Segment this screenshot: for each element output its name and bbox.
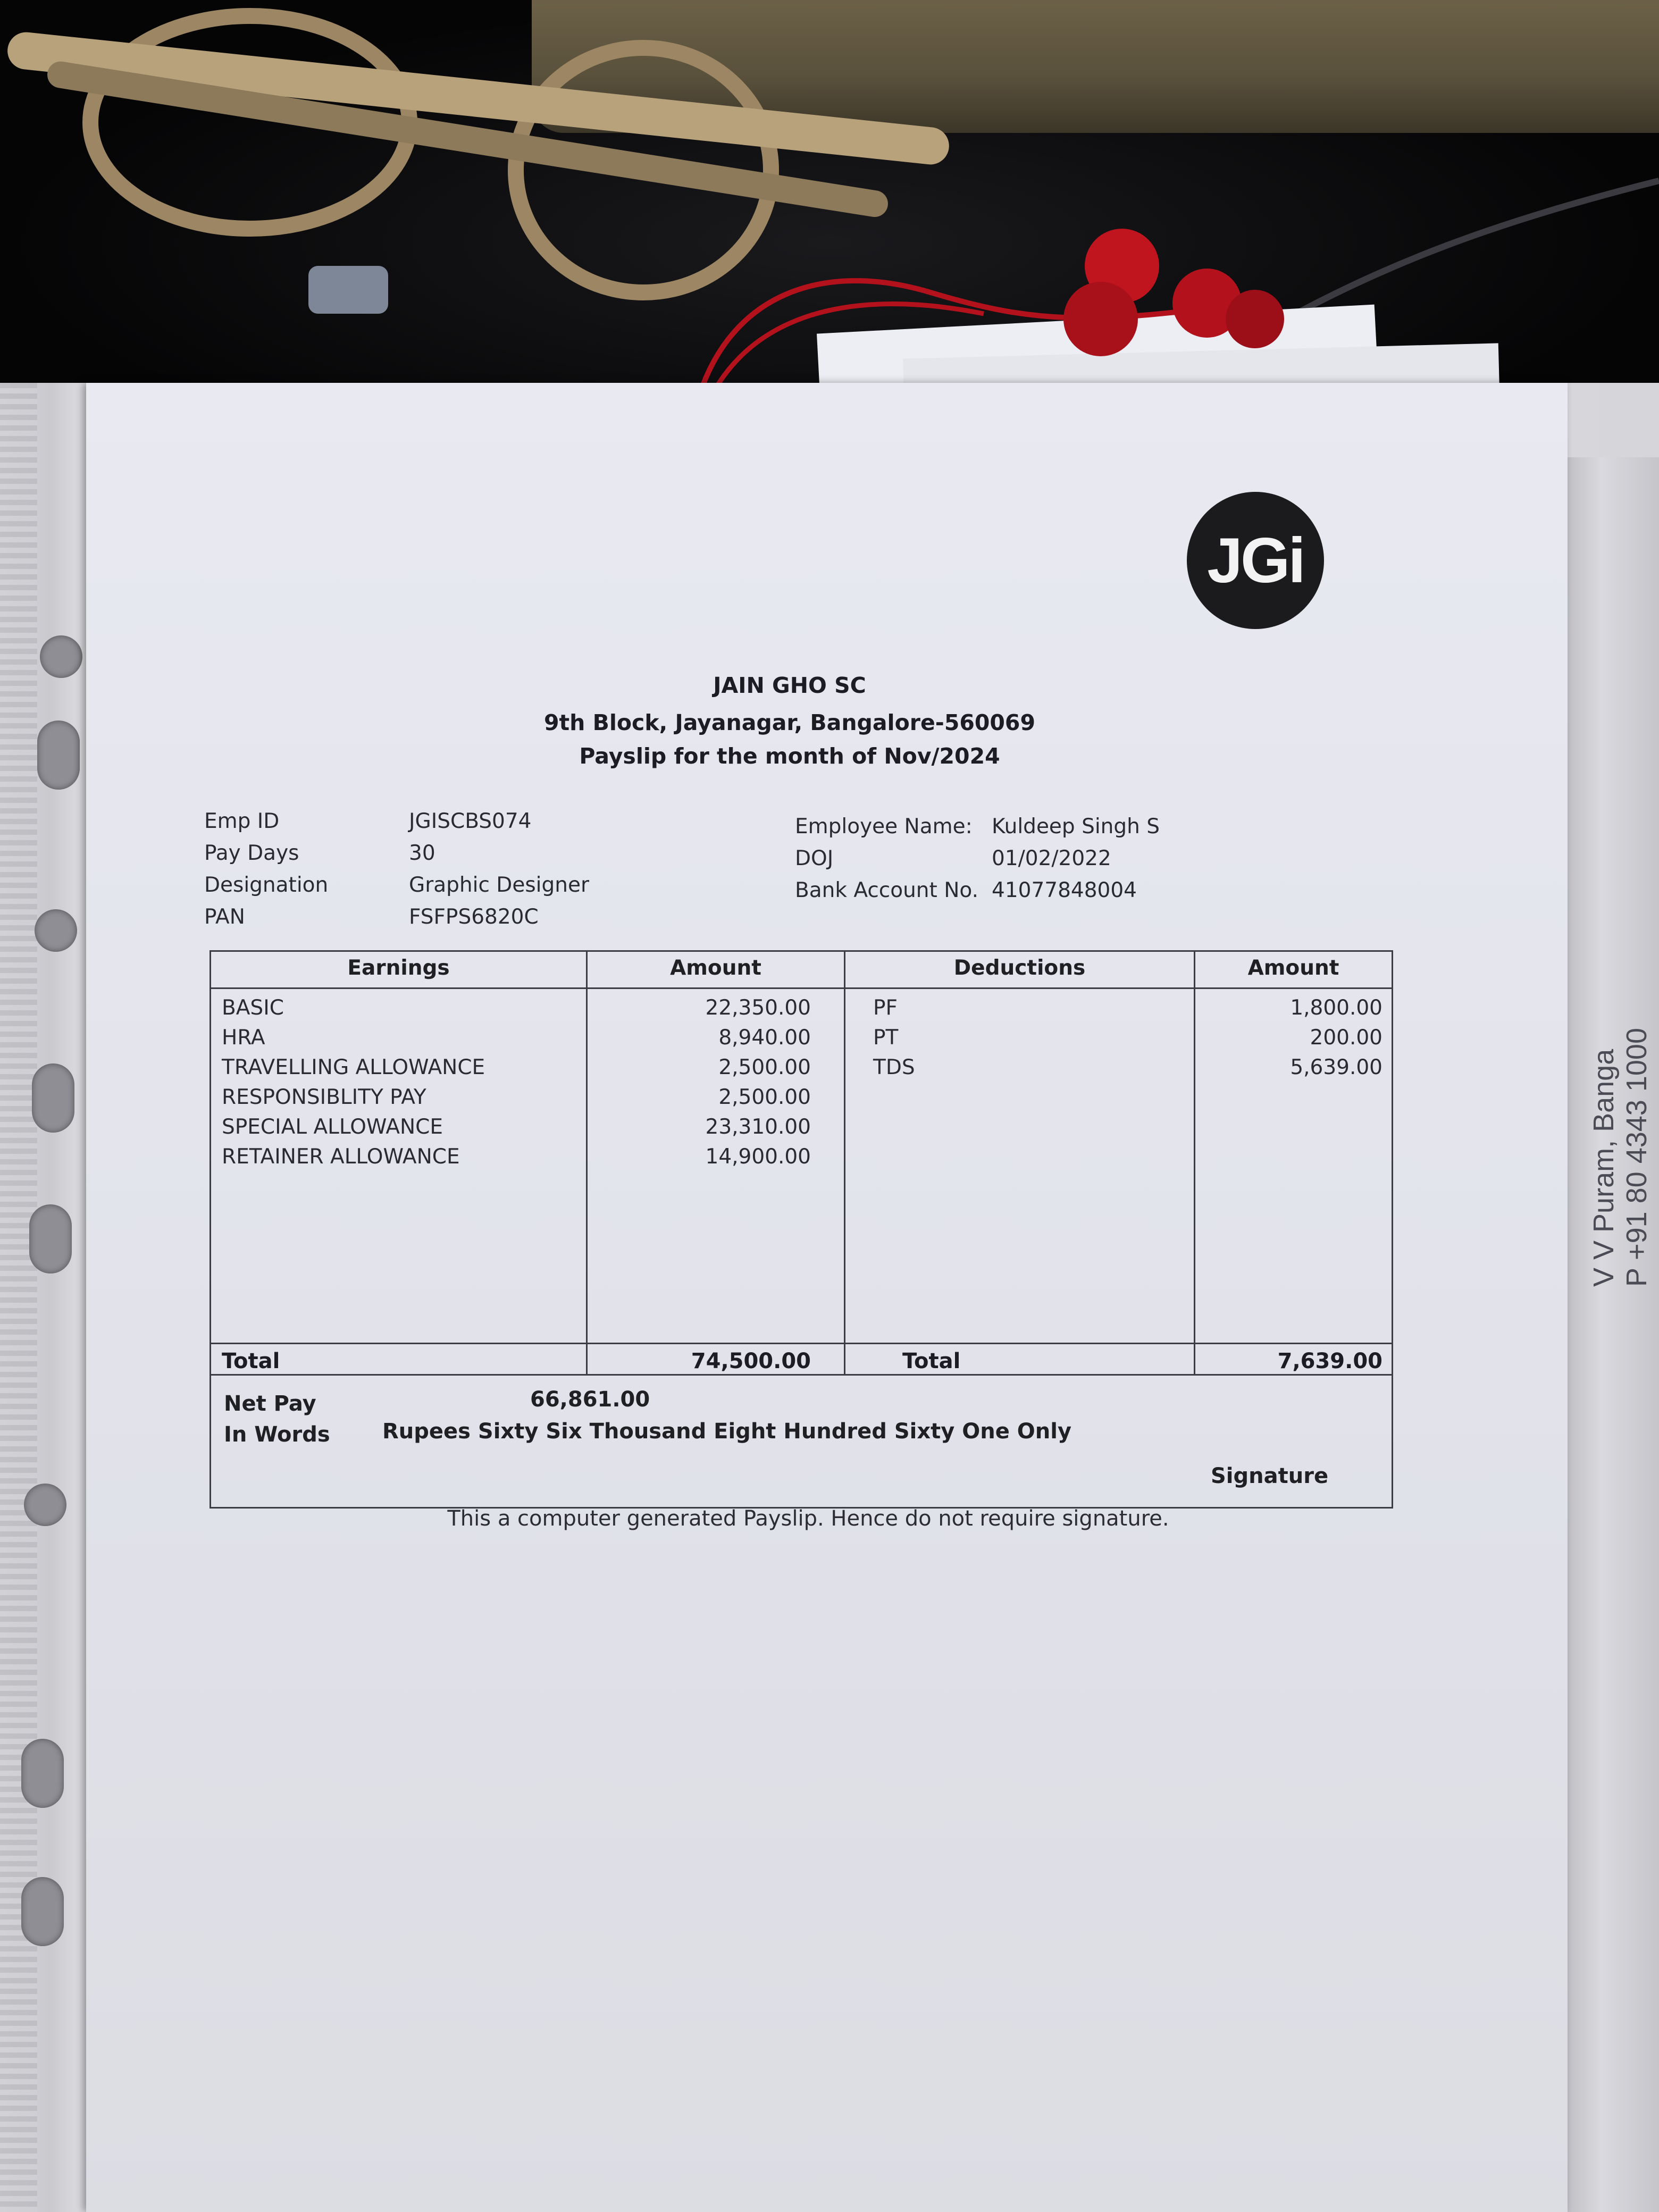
earning-amount: 14,900.00 <box>705 1145 811 1169</box>
table-total-divider <box>211 1343 1392 1344</box>
employee-info-left <box>204 806 589 933</box>
info-row-emp-id <box>204 806 589 837</box>
net-pay-section <box>210 1375 1393 1509</box>
net-pay-label: Net Pay <box>224 1392 316 1416</box>
info-label: Pay Days <box>204 841 299 865</box>
earnings-names <box>222 993 578 1172</box>
background-paper-text: V V Puram, Banga P +91 80 4343 1000 <box>1588 1028 1653 1287</box>
earning-amount: 2,500.00 <box>718 1055 811 1079</box>
signature-label: Signature <box>1211 1464 1329 1488</box>
earning-amount: 8,940.00 <box>718 1026 811 1050</box>
info-label: PAN <box>204 905 245 929</box>
column-divider <box>844 952 845 1374</box>
company-name: JAIN GHO SC <box>713 673 866 698</box>
header-earnings-amount: Amount <box>670 956 761 980</box>
punch-hole <box>32 1063 74 1133</box>
info-label: Emp ID <box>204 809 280 833</box>
deduction-amounts <box>1195 993 1382 1083</box>
net-pay-in-words: Rupees Sixty Six Thousand Eight Hundred Sixty One Only <box>382 1419 1072 1444</box>
deductions-total-value: 7,639.00 <box>1277 1349 1382 1373</box>
deductions-total-label: Total <box>902 1349 961 1373</box>
cable <box>1276 160 1659 330</box>
punch-hole <box>37 720 80 790</box>
earnings-total-value: 74,500.00 <box>691 1349 811 1373</box>
punch-hole <box>29 1204 72 1273</box>
punch-hole <box>40 635 82 678</box>
info-row-pan <box>204 901 589 933</box>
info-value: 30 <box>409 841 435 865</box>
header-deductions-amount: Amount <box>1247 956 1339 980</box>
info-label: DOJ <box>795 847 834 870</box>
info-row-pay-days <box>204 837 589 869</box>
earning-amount: 22,350.00 <box>705 996 811 1020</box>
deduction-names <box>873 993 1182 1083</box>
info-value: Graphic Designer <box>409 873 589 897</box>
info-value: 41077848004 <box>992 878 1137 902</box>
info-value: FSFPS6820C <box>409 905 539 929</box>
info-value: 01/02/2022 <box>992 847 1111 870</box>
table-header-divider <box>211 987 1392 989</box>
deduction-amount: 200.00 <box>1310 1026 1382 1050</box>
deduction-amount: 5,639.00 <box>1290 1055 1382 1079</box>
background-paper-right <box>1563 457 1659 2212</box>
earnings-amounts <box>588 993 811 1172</box>
logo-text: JGi <box>1207 525 1304 596</box>
earnings-deductions-table <box>210 950 1393 1376</box>
employee-info-right <box>795 811 1160 907</box>
punch-hole <box>35 909 77 952</box>
info-row-bank-account <box>795 875 1160 907</box>
info-value: Kuldeep Singh S <box>992 815 1160 839</box>
earning-name: TRAVELLING ALLOWANCE <box>222 1055 485 1079</box>
earning-amount: 23,310.00 <box>705 1115 811 1139</box>
deduction-name: PF <box>873 996 898 1020</box>
earning-name: RETAINER ALLOWANCE <box>222 1145 460 1169</box>
payslip-title: Payslip for the month of Nov/2024 <box>579 743 1000 769</box>
punch-hole <box>21 1739 64 1808</box>
earning-name: RESPONSIBLITY PAY <box>222 1085 426 1109</box>
earning-name: SPECIAL ALLOWANCE <box>222 1115 443 1139</box>
net-pay-value: 66,861.00 <box>530 1387 650 1412</box>
info-value: JGISCBS074 <box>409 809 532 833</box>
deduction-name: PT <box>873 1026 899 1050</box>
company-address: 9th Block, Jayanagar, Bangalore-560069 <box>543 710 1035 735</box>
earning-name: BASIC <box>222 996 284 1020</box>
info-row-designation <box>204 869 589 901</box>
punch-hole <box>21 1877 64 1946</box>
in-words-label: In Words <box>224 1422 330 1447</box>
punch-hole <box>24 1484 66 1526</box>
deduction-name: TDS <box>873 1055 915 1079</box>
computer-generated-note: This a computer generated Payslip. Hence do not require signature. <box>447 1506 1169 1531</box>
header-deductions: Deductions <box>953 956 1086 980</box>
red-earphones <box>665 229 1303 409</box>
earning-amount: 2,500.00 <box>718 1085 811 1109</box>
info-label: Designation <box>204 873 329 897</box>
info-label: Bank Account No. <box>795 878 978 902</box>
info-label: Employee Name: <box>795 815 973 839</box>
earnings-total-label: Total <box>222 1349 280 1373</box>
company-logo <box>1187 492 1324 629</box>
earning-name: HRA <box>222 1026 265 1050</box>
info-row-doj <box>795 843 1160 875</box>
info-row-employee-name <box>795 811 1160 843</box>
header-earnings: Earnings <box>347 956 450 980</box>
deduction-amount: 1,800.00 <box>1290 996 1382 1020</box>
